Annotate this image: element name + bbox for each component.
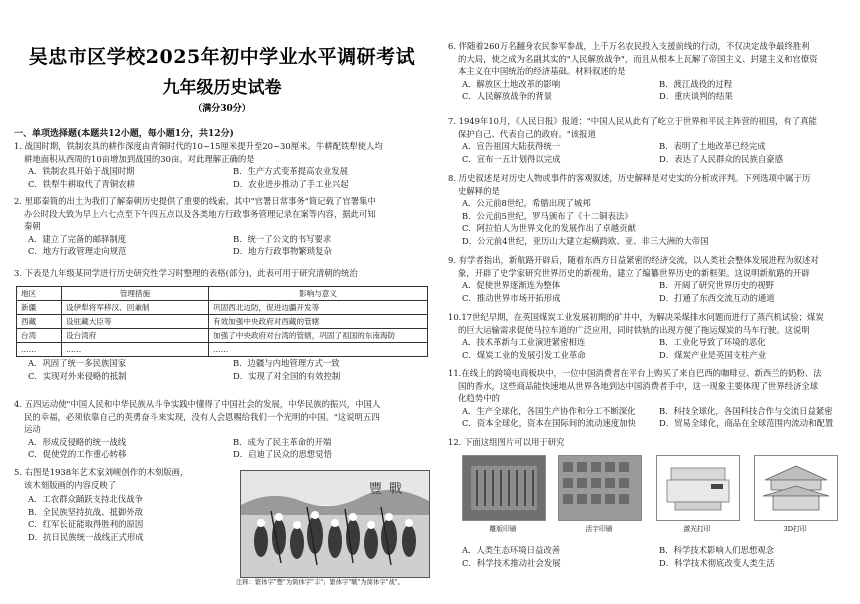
question-11-options [448, 405, 848, 430]
option-d[interactable]: D．煤炭产业是英国支柱产业 [659, 349, 767, 360]
question-6 [448, 40, 848, 103]
question-2-line: 秦朝 [24, 221, 41, 232]
question-8 [448, 172, 848, 248]
question-2 [14, 195, 430, 258]
option-d[interactable]: D．启迪了民众的思想觉悟 [233, 449, 332, 460]
table-row [17, 329, 428, 343]
woodcut-illustration [241, 471, 429, 577]
question-12 [448, 436, 848, 449]
table-cell: …… [17, 343, 62, 357]
3d-model-icon [755, 456, 837, 520]
question-5-line: 5. 右图是1938年艺术家刘岘创作的木刻版画， [14, 467, 189, 477]
option-a[interactable]: A．解放区土地改革的影响 [462, 78, 561, 89]
option-c[interactable]: C．阿拉伯人为世界文化的发展作出了卓越贡献 [462, 223, 636, 234]
option-c[interactable]: C．科学技术推动社会发展 [462, 557, 561, 568]
question-3 [14, 267, 430, 280]
picture-label: 激光打印 [683, 525, 711, 533]
question-7-line: 保护自己、代表自己的政府。"该报道 [458, 128, 596, 139]
option-c[interactable]: C．推动世界市场开拓形成 [462, 292, 561, 303]
woodblock-printing-photo [462, 455, 546, 521]
question-3-options-block [14, 357, 430, 382]
option-a[interactable]: A．铁制农具开始于战国时期 [28, 166, 135, 177]
table-cell: 台湾 [17, 329, 62, 343]
question-10-options [448, 336, 848, 361]
question-12-line: 12. 下面这组图片可以用于研究 [448, 437, 565, 447]
option-c[interactable]: C．地方行政管理走向规范 [28, 246, 127, 257]
question-12-options [448, 544, 848, 569]
option-a[interactable]: A．技术革新与工业演进紧密相连 [462, 337, 586, 348]
option-b[interactable]: B．统一了公文的书写要求 [233, 233, 332, 244]
question-10-line: 10.17世纪早期，在英国煤炭工业发展初期的矿井中，为解决采煤排水问题而进行了蒸汽机试验；煤炭 [448, 312, 824, 322]
option-d[interactable]: D．重庆谈判的结果 [659, 91, 733, 102]
3d-printed-model-photo [754, 455, 838, 521]
option-a[interactable]: A．人类生态环境日益改善 [462, 545, 561, 555]
table-header: 地区 [17, 287, 62, 301]
woodcut-caption: 注释：繁体字"豐"为简体字"丰"；繁体字"戰"为简体字"战"。 [236, 579, 404, 586]
table-cell: …… [62, 343, 209, 357]
question-1-line: 耕地面积从西周的10亩增加到战国的30亩。对此理解正确的是 [24, 153, 255, 164]
option-d[interactable]: D．抗日民族统一战线正式形成 [28, 531, 144, 542]
question-8-line: 8. 历史叙述是对历史人物或事件的客观叙述，历史解释是对史实的分析或评判。下列选项中属于历 [448, 173, 811, 183]
woodcut-char: 戰 [389, 482, 403, 497]
table-cell: 西藏 [17, 315, 62, 329]
option-c[interactable]: C．红军长征能取得胜利的原因 [28, 519, 144, 530]
table-header: 影响与意义 [209, 287, 428, 301]
question-11-line: 化趋势中的 [458, 393, 500, 404]
question-4-line: 运动 [24, 424, 41, 435]
score-note: （满分30分） [193, 104, 251, 114]
table-header: 管理措施 [62, 287, 209, 301]
option-a[interactable]: A．生产全球化，各国生产协作和分工不断深化 [462, 405, 636, 416]
option-c[interactable]: C．资本全球化，资本在国际间的流动速度加快 [462, 418, 636, 429]
table-cell: 巩固西北边防，促进边疆开发等 [209, 301, 428, 315]
option-b[interactable]: B．科技全球化，各国科技合作与交流日益紧密 [659, 405, 833, 416]
question-4-line: 4. 五四运动使"中国人民和中华民族从斗争实践中懂得了中国社会的发展，中华民族的振兴，中国人 [14, 399, 381, 409]
option-d[interactable]: D．农业进步推动了手工业兴起 [233, 178, 349, 189]
question-4 [14, 398, 430, 461]
option-a[interactable]: A．巩固了统一多民族国家 [28, 358, 127, 368]
picture-label: 3D打印 [783, 525, 807, 533]
question-12-options-block [448, 544, 848, 569]
woodcut-print-image [240, 470, 430, 578]
printer-icon [657, 456, 739, 520]
option-d[interactable]: D．公元前4世纪，亚历山大建立起横跨欧、亚、非三大洲的大帝国 [462, 235, 709, 246]
exam-subtitle: 九年级历史试卷 [162, 78, 282, 98]
option-b[interactable]: B．渡江战役的过程 [659, 78, 733, 89]
question-11-line: 11.在线上的跨境电商板块中，一位中国消费者在平台上购买了来自巴西的咖啡豆、新西兰的奶粉、法 [448, 368, 822, 378]
movable-type-photo [558, 455, 642, 521]
option-a[interactable]: A．工农群众踊跃支持北伐战争 [28, 494, 143, 505]
option-d[interactable]: D．贸易全球化，商品在全球范围内流动和配置 [659, 418, 834, 429]
option-b[interactable]: B．全民族坚持抗战、抵御外敌 [28, 506, 144, 517]
question-12-pictures [462, 455, 842, 540]
question-4-options [14, 436, 430, 461]
option-a[interactable]: A．建立了完备的邮驿制度 [28, 233, 127, 244]
exam-title: 吴忠市区学校2025年初中学业水平调研考试 [28, 46, 416, 68]
option-c[interactable]: C．煤炭工业的发展引发工业革命 [462, 349, 586, 360]
question-6-line: 本主义在中国统治的经济基础。材料叙述的是 [458, 66, 626, 77]
question-10 [448, 311, 848, 361]
option-a[interactable]: A．宣告祖国大陆获得统一 [462, 141, 561, 152]
question-3-line: 3. 下表是九年级某同学进行历史研究性学习时整理的表格(部分)，此表可用于研究清朝的统治 [14, 268, 358, 278]
option-b[interactable]: B．公元前5世纪，罗马颁布了《十二铜表法》 [462, 210, 633, 221]
option-c[interactable]: C．宣布一五计划得以完成 [462, 153, 561, 164]
table-cell: 设伊犁将军移汉、回兼制 [62, 301, 209, 315]
table-cell: 设台湾府 [62, 329, 209, 343]
section-heading: 一、单项选择题(本题共12小题，每小题1分，共12分) [14, 129, 234, 139]
question-6-line: 6. 伴随着260万名翻身农民参军参战，上千万名农民投入支援前线的行动，不仅决定战争最终胜利 [448, 41, 810, 51]
movable-type-icon [559, 456, 641, 520]
question-1-options [14, 165, 430, 190]
question-5-options [14, 493, 234, 543]
laser-printer-photo [656, 455, 740, 521]
question-2-options [14, 233, 430, 258]
option-b[interactable]: B．开阔了研究世界历史的视野 [659, 280, 775, 291]
table-row [17, 301, 428, 315]
question-4-line: 民的幸福，必须依靠自己的英勇奋斗来实现，没有人会恩赐给我们一个光明的中国。"这说明五四 [24, 411, 380, 422]
question-2-line: 2. 里耶秦简的出土为我们了解秦朝历史提供了重要的线索。其中"官署日常事务"简记载了官署集中 [14, 196, 376, 206]
question-9-line: 象，开辟了史学家研究世界历史的新视角，建立了编纂世界历史的新框架。这说明新航路的开辟 [458, 267, 810, 278]
question-10-line: 的巨大运输需求促使马拉车道的广泛应用，同时铁轨的出现方便了拖运煤炭的马车行驶。这说明 [458, 324, 810, 335]
table-cell: 有效加强中央政府对西藏的管辖 [209, 315, 428, 329]
question-11-line: 国的香水，这些商品能快速地从世界各地到达中国消费者手中，这一现象主要体现了世界经济全球 [458, 380, 819, 391]
table-row [17, 315, 428, 329]
table-cell: …… [209, 343, 428, 357]
option-d[interactable]: D．打通了东西交流互动的通道 [659, 292, 775, 303]
option-b[interactable]: B．生产方式变革提高农业发展 [233, 166, 349, 177]
option-c[interactable]: C．实现对外来侵略的抵制 [28, 370, 127, 381]
question-1-line: 1. 战国时期，铁制农具的耕作深度由青铜时代的10~15厘米提升至20~30厘米。牛耕配铁犁使人均 [14, 141, 383, 151]
question-7-options [448, 140, 848, 165]
table-cell: 设驻藏大臣等 [62, 315, 209, 329]
option-c[interactable]: C．铁犁牛耕取代了青铜农耕 [28, 178, 135, 189]
question-7-line: 7. 1949年10月，《人民日报》报道："中国人民从此有了屹立于世界和平民主阵营的祖国，有了真能 [448, 116, 817, 126]
question-7 [448, 115, 848, 165]
woodblock-icon [463, 456, 545, 520]
table-header-row [17, 287, 428, 301]
question-8-options [448, 197, 848, 247]
question-6-options [448, 78, 848, 103]
question-5-line: 该木刻版画的内容反映了 [24, 479, 117, 490]
option-b[interactable]: B．表明了土地改革已经完成 [659, 141, 766, 152]
question-9 [448, 254, 848, 304]
option-b[interactable]: B．成为了民主革命的开端 [233, 436, 332, 447]
option-b[interactable]: B．工业化导致了环境的恶化 [659, 337, 766, 348]
option-d[interactable]: D．科学技术彻底改变人类生活 [659, 557, 775, 568]
question-9-line: 9. 有学者指出，新航路开辟后，随着东西方日益紧密的经济交流，以人类社会整体发展进程为叙述对 [448, 255, 819, 265]
table-cell: 加强了中央政府对台湾的管辖，巩固了祖国的东南海防 [209, 329, 428, 343]
option-d[interactable]: D．实现了对全国的有效控制 [233, 370, 341, 381]
option-a[interactable]: A．促使世界逐渐连为整体 [462, 280, 561, 291]
question-11 [448, 367, 848, 430]
woodcut-char: 豐 [369, 482, 383, 497]
option-a[interactable]: A．形成反侵略的统一战线 [28, 436, 127, 447]
question-5 [14, 466, 234, 544]
question-3-table [16, 286, 428, 357]
option-c[interactable]: C．促使党的工作重心转移 [28, 449, 127, 460]
picture-label: 雕版印刷 [489, 525, 517, 533]
option-b[interactable]: B．边疆与内地管理方式一致 [233, 358, 340, 368]
option-d[interactable]: D．表达了人民群众的民族自豪感 [659, 153, 783, 164]
question-9-options [448, 279, 848, 304]
option-c[interactable]: C．人民解放战争的背景 [462, 91, 553, 102]
question-8-line: 史解释的是 [458, 185, 500, 196]
option-b[interactable]: B．科学技术影响人们思想观念 [659, 545, 775, 555]
question-2-line: 办公时段大致为早上六七点至下午四五点以及各类地方行政事务管理记录在案等内容，据此可知 [24, 208, 376, 219]
table-cell: 新疆 [17, 301, 62, 315]
table-row [17, 343, 428, 357]
question-6-line: 的大局，使之成为名副其实的"人民解放战争"，而且从根本上瓦解了帝国主义、封建主义和官僚资 [458, 53, 818, 64]
picture-label: 活字印刷 [585, 525, 613, 533]
question-3-options [14, 357, 430, 382]
question-1 [14, 140, 430, 190]
option-a[interactable]: A．公元前8世纪，希腊出现了城邦 [462, 198, 591, 209]
option-d[interactable]: D．地方行政事物繁琐复杂 [233, 246, 332, 257]
